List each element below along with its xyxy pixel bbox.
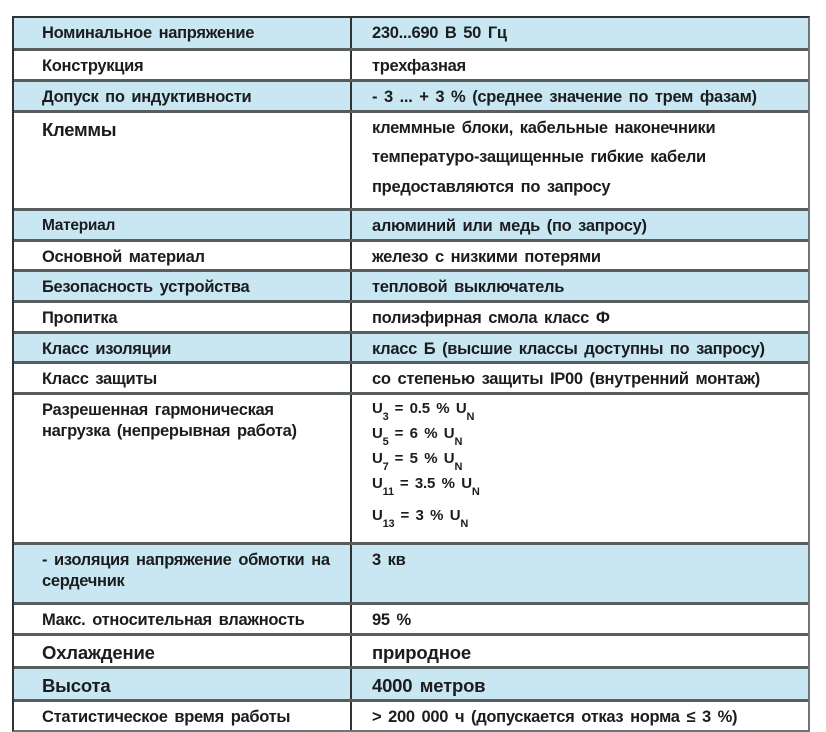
table-row [14,361,808,392]
spec-table [12,16,810,732]
table-row [14,602,808,633]
row-label: Пропитка [14,303,352,331]
row-value: 230...690 В 50 Гц [372,24,507,42]
table-row [14,666,808,699]
table-row [14,633,808,666]
row-label: Основной материал [14,242,352,270]
row-value: полиэфирная смола класс Ф [372,309,610,327]
row-value: 4000 метров [372,675,486,696]
row-value [352,113,808,209]
harmonic-line: $U_5 = 6$ % $U_N$ [372,425,463,449]
harmonic-line: $U_{11} = 3.5$ % $U_N$ [372,475,480,499]
harmonic-line: $U_{13} = 3$ % $U_N$ [372,507,469,531]
table-row [14,79,808,110]
table-row [14,110,808,209]
table-row [14,699,808,730]
row-value: 3 кв [372,551,406,570]
row-value: тепловой выключатель [372,278,565,297]
row-value: со степенью защиты IP00 (внутренний монтаж) [372,370,760,389]
row-label: Класс изоляции [14,334,352,362]
row-value: природное [372,641,471,663]
value-line: температуро-защищенные гибкие кабели [372,148,706,167]
row-label: Номинальное напряжение [14,18,352,48]
harmonic-line: $U_3 = 0.5$ % $U_N$ [372,400,475,424]
row-value: - 3 ... + 3 % (среднее значение по трем фазам) [372,87,757,106]
table-row [14,542,808,602]
row-label: - изоляция напряжение обмотки на сердечник [14,545,352,602]
table-row [14,392,808,542]
table-row [14,239,808,270]
row-value: алюминий или медь (по запросу) [372,217,647,236]
row-label: Высота [14,669,352,699]
table-row [14,208,808,239]
table-row [14,269,808,300]
table-row [14,18,808,48]
row-value: железо с низкими потерями [372,247,601,266]
row-label: Статистическое время работы [14,702,352,730]
row-value: класс Б (высшие классы доступны по запросу) [372,339,765,358]
harmonic-line: $U_7 = 5$ % $U_N$ [372,450,463,474]
row-label: Безопасность устройства [14,272,352,300]
row-value: 95 % [372,611,411,630]
row-label: Разрешенная гармоническая нагрузка (непрерывная работа) [14,395,352,542]
row-label: Клеммы [14,113,352,209]
row-label: Материал [14,211,352,239]
table-row [14,331,808,362]
table-row [14,300,808,331]
value-line: предоставляются по запросу [372,177,611,196]
value-line: клеммные блоки, кабельные наконечники [372,118,716,137]
row-value: > 200 000 ч (допускается отказ норма ≤ 3 %) [372,708,738,727]
row-label: Конструкция [14,51,352,79]
row-label: Класс защиты [14,364,352,392]
table-row [14,48,808,79]
row-value: трехфазная [372,57,466,75]
row-label: Охлаждение [14,636,352,666]
row-value [352,395,808,542]
row-label: Допуск по индуктивности [14,82,352,110]
row-label: Макс. относительная влажность [14,605,352,633]
